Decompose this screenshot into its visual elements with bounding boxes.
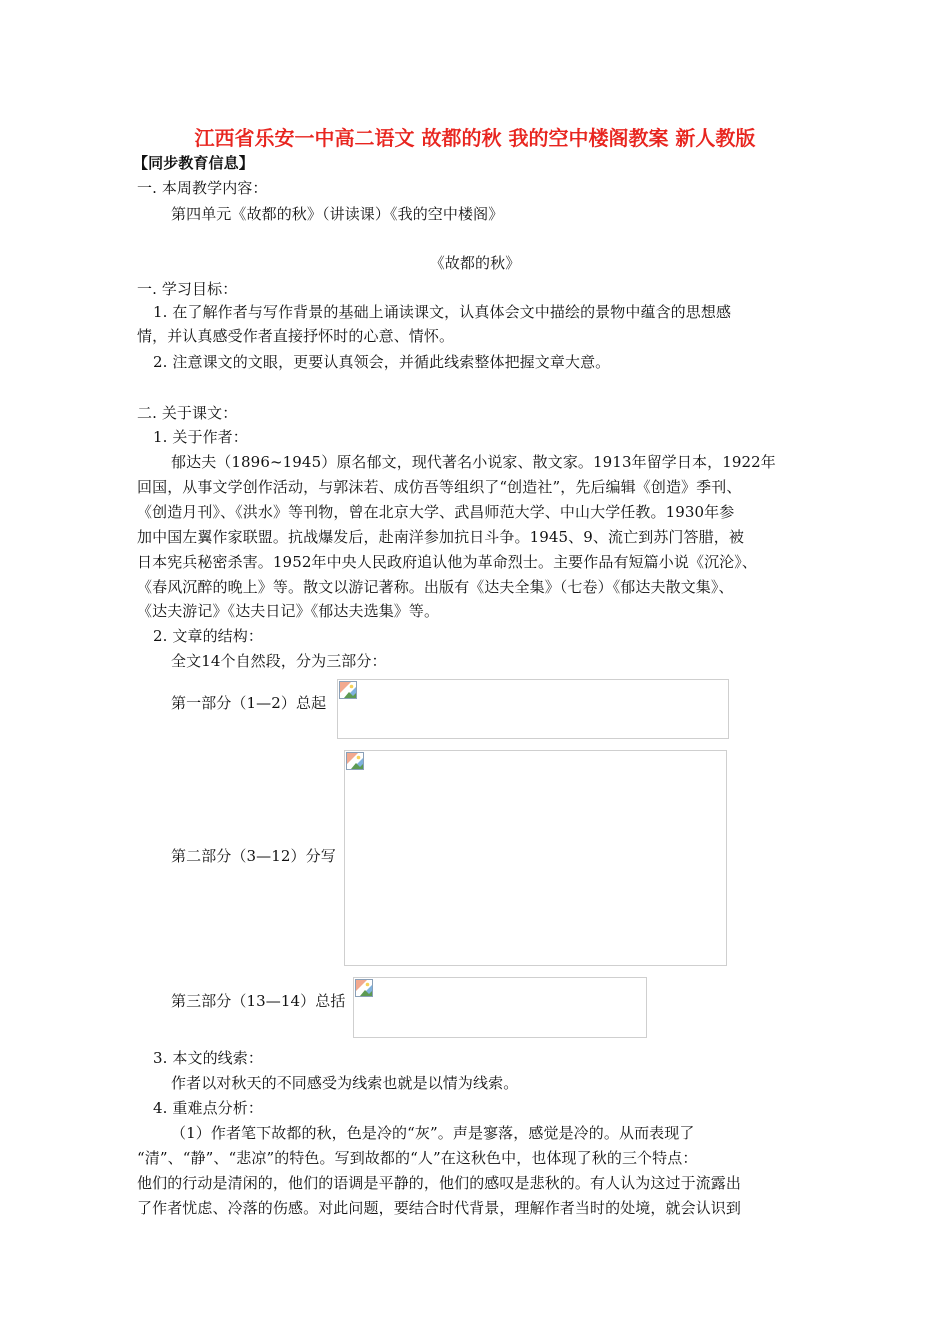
- analysis-heading: 4. 重难点分析：: [153, 1099, 263, 1117]
- teaching-content-heading: 一. 本周教学内容：: [137, 179, 268, 197]
- goal-item-2: 2. 注意课文的文眼，更要认真领会，并循此线索整体把握文章大意。: [153, 353, 611, 371]
- diagram-image-part-1: [337, 679, 729, 739]
- author-line: 郁达夫（1896~1945）原名郁文，现代著名小说家、散文家。1913年留学日本，1922年: [171, 453, 776, 471]
- clue-text: 作者以对秋天的不同感受为线索也就是以情为线索。: [171, 1074, 519, 1092]
- author-line: 《达夫游记》《达夫日记》《郁达夫选集》等。: [137, 602, 440, 620]
- goal-item-1-line-2: 情，并认真感受作者直接抒怀时的心意、情怀。: [137, 327, 455, 345]
- goal-item-1-line-1: 1. 在了解作者与写作背景的基础上诵读课文，认真体会文中描绘的景物中蕴含的思想感: [153, 303, 732, 321]
- diagram-image-part-2: [344, 750, 727, 966]
- analysis-line: （1）作者笔下故都的秋，色是冷的“灰”。声是寥落，感觉是冷的。从而表现了: [171, 1124, 695, 1142]
- structure-heading: 2. 文章的结构：: [153, 627, 263, 645]
- analysis-line: “清”、“静”、“悲凉”的特色。写到故都的“人”在这秋色中，也体现了秋的三个特点：: [137, 1149, 698, 1167]
- author-line: 《春风沉醉的晚上》等。散文以游记著称。出版有《达夫全集》（七卷）《郁达夫散文集》、: [137, 578, 734, 596]
- teaching-content-text: 第四单元《故都的秋》（讲读课）《我的空中楼阁》: [171, 205, 504, 223]
- broken-image-icon: [346, 752, 364, 770]
- broken-image-icon: [339, 681, 357, 699]
- analysis-line: 了作者忧虑、冷落的伤感。对此问题，要结合时代背景，理解作者当时的处境，就会认识到: [137, 1199, 742, 1217]
- structure-part-1: 第一部分（1—2）总起: [171, 694, 327, 712]
- section-tag: 【同步教育信息】: [133, 154, 254, 172]
- author-line: 回国，从事文学创作活动，与郭沫若、成仿吾等组织了“创造社”，先后编辑《创造》季刊、: [137, 478, 742, 496]
- author-line: 日本宪兵秘密杀害。1952年中央人民政府追认他为革命烈士。主要作品有短篇小说《沉沦》、: [137, 553, 757, 571]
- broken-image-icon: [355, 979, 373, 997]
- author-heading: 1. 关于作者：: [153, 428, 248, 446]
- about-heading: 二. 关于课文：: [137, 404, 238, 422]
- diagram-image-part-3: [353, 977, 647, 1038]
- author-line: 加中国左翼作家联盟。抗战爆发后，赴南洋参加抗日斗争。1945、9、流亡到苏门答腊，被: [137, 528, 744, 546]
- document-title: 江西省乐安一中高二语文 故都的秋 我的空中楼阁教案 新人教版: [194, 126, 756, 150]
- goals-heading: 一. 学习目标：: [137, 280, 238, 298]
- clue-heading: 3. 本文的线索：: [153, 1049, 263, 1067]
- structure-part-3: 第三部分（13—14）总括: [171, 992, 346, 1010]
- lesson-title: 《故都的秋》: [429, 254, 521, 272]
- structure-part-2: 第二部分（3—12）分写: [171, 847, 336, 865]
- structure-intro: 全文14个自然段，分为三部分：: [171, 652, 387, 670]
- analysis-line: 他们的行动是清闲的，他们的语调是平静的，他们的感叹是悲秋的。有人认为这过于流露出: [137, 1174, 742, 1192]
- author-line: 《创造月刊》、《洪水》等刊物，曾在北京大学、武昌师范大学、中山大学任教。1930年参: [137, 503, 735, 521]
